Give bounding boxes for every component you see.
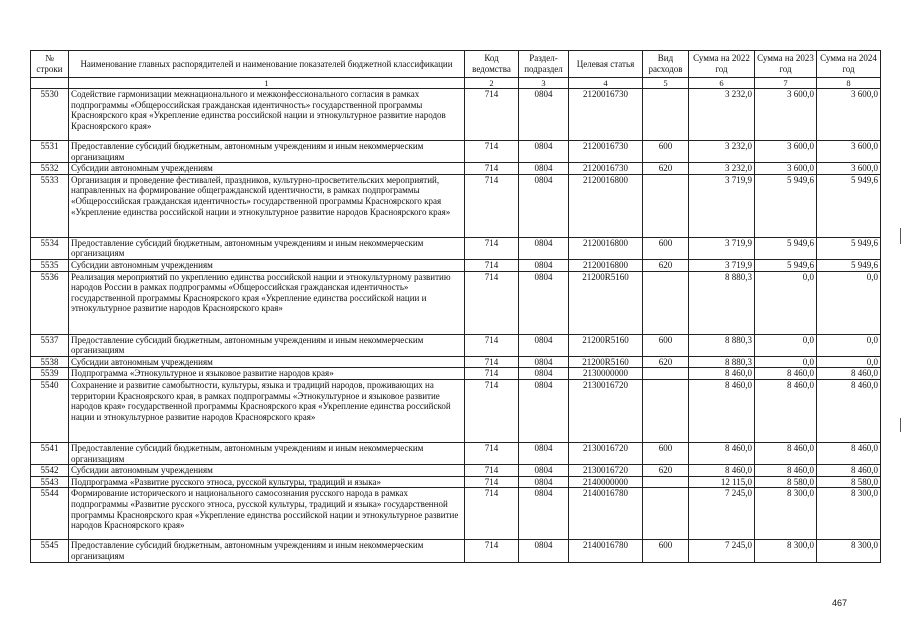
column-number: 1: [69, 78, 465, 89]
sum-2022: 8 460,0: [689, 442, 755, 464]
header-name: Наименование главных распорядителей и наименование показателей бюджетной классификации: [69, 51, 465, 78]
sum-2022: 8 460,0: [689, 379, 755, 442]
expense-type: 620: [643, 356, 689, 368]
table-row: [31, 259, 881, 271]
column-number: 8: [817, 78, 881, 89]
row-number: 5533: [31, 174, 69, 237]
table-row: [31, 476, 881, 488]
expense-type: 600: [643, 334, 689, 356]
row-name: Предоставление субсидий бюджетным, автономным учреждениям и иным некоммерческим организациям: [69, 237, 465, 259]
scan-margin-mark: [900, 418, 901, 432]
sum-2024: 5 949,6: [817, 174, 881, 237]
row-name: Организация и проведение фестивалей, праздников, культурно-просветительских мероприятий, направленных на формирование общегражданской идентичности, в рамках подпрограммы «Общероссийская гражданская идентичность» государственной программы Красноярского края «Укрепление единства российской нации и этнокультурное развитие народов Красноярского края»: [69, 174, 465, 237]
table-row: [31, 89, 881, 141]
column-number: 6: [689, 78, 755, 89]
sum-2022: 3 719,9: [689, 259, 755, 271]
sum-2022: 12 115,0: [689, 476, 755, 488]
table-row: [31, 163, 881, 175]
target-article: 2140016780: [569, 488, 643, 540]
sum-2024: 5 949,6: [817, 237, 881, 259]
row-name: Подпрограмма «Этнокультурное и языковое развитие народов края»: [69, 368, 465, 380]
target-article: 2120016730: [569, 163, 643, 175]
table-row: [31, 379, 881, 442]
sum-2022: 8 460,0: [689, 465, 755, 477]
section-code: 0804: [519, 141, 569, 163]
header-row: [31, 51, 881, 78]
section-code: 0804: [519, 368, 569, 380]
row-number: 5537: [31, 334, 69, 356]
row-number: 5540: [31, 379, 69, 442]
sum-2023: 0,0: [755, 334, 817, 356]
dept-code: 714: [465, 379, 519, 442]
expense-type: 620: [643, 259, 689, 271]
sum-2022: 3 232,0: [689, 89, 755, 141]
row-name: Подпрограмма «Развитие русского этноса, русской культуры, традиций и языка»: [69, 476, 465, 488]
target-article: 2130016720: [569, 379, 643, 442]
expense-type: [643, 379, 689, 442]
header-section: Раздел-подраздел: [519, 51, 569, 78]
expense-type: [643, 476, 689, 488]
section-code: 0804: [519, 237, 569, 259]
target-article: 2130016720: [569, 442, 643, 464]
section-code: 0804: [519, 488, 569, 540]
row-name: Субсидии автономным учреждениям: [69, 356, 465, 368]
dept-code: 714: [465, 442, 519, 464]
target-article: 21200R5160: [569, 356, 643, 368]
sum-2023: 8 460,0: [755, 368, 817, 380]
sum-2024: 8 460,0: [817, 379, 881, 442]
sum-2024: 0,0: [817, 356, 881, 368]
expense-type: 600: [643, 442, 689, 464]
row-name: Предоставление субсидий бюджетным, автономным учреждениям и иным некоммерческим организациям: [69, 540, 465, 562]
sum-2022: 8 460,0: [689, 368, 755, 380]
row-name: Предоставление субсидий бюджетным, автономным учреждениям и иным некоммерческим организациям: [69, 141, 465, 163]
expense-type: 600: [643, 237, 689, 259]
expense-type: 600: [643, 540, 689, 562]
sum-2023: 5 949,6: [755, 237, 817, 259]
section-code: 0804: [519, 271, 569, 334]
column-number: 2: [465, 78, 519, 89]
row-number: 5531: [31, 141, 69, 163]
sum-2023: 0,0: [755, 271, 817, 334]
sum-2022: 7 245,0: [689, 540, 755, 562]
table-row: [31, 465, 881, 477]
row-number: 5543: [31, 476, 69, 488]
sum-2023: 8 460,0: [755, 379, 817, 442]
dept-code: 714: [465, 356, 519, 368]
expense-type: [643, 174, 689, 237]
sum-2022: 3 232,0: [689, 163, 755, 175]
sum-2022: 8 880,3: [689, 356, 755, 368]
table-row: [31, 237, 881, 259]
section-code: 0804: [519, 259, 569, 271]
row-number: 5544: [31, 488, 69, 540]
sum-2023: 3 600,0: [755, 141, 817, 163]
sum-2024: 8 460,0: [817, 368, 881, 380]
target-article: 2120016800: [569, 237, 643, 259]
row-number: 5538: [31, 356, 69, 368]
row-number: 5535: [31, 259, 69, 271]
table-row: [31, 540, 881, 562]
sum-2023: 3 600,0: [755, 163, 817, 175]
sum-2023: 8 460,0: [755, 465, 817, 477]
dept-code: 714: [465, 89, 519, 141]
target-article: 2120016800: [569, 174, 643, 237]
sum-2024: 8 460,0: [817, 442, 881, 464]
target-article: 2130016720: [569, 465, 643, 477]
row-number: 5534: [31, 237, 69, 259]
dept-code: 714: [465, 141, 519, 163]
dept-code: 714: [465, 259, 519, 271]
target-article: 2120016730: [569, 89, 643, 141]
column-number: 7: [755, 78, 817, 89]
sum-2023: 8 300,0: [755, 540, 817, 562]
row-number: 5541: [31, 442, 69, 464]
table-row: [31, 356, 881, 368]
dept-code: 714: [465, 174, 519, 237]
table-row: [31, 368, 881, 380]
row-name: Субсидии автономным учреждениям: [69, 465, 465, 477]
row-name: Субсидии автономным учреждениям: [69, 163, 465, 175]
sum-2022: 3 719,9: [689, 174, 755, 237]
header-exp-type: Вид расходов: [643, 51, 689, 78]
expense-type: [643, 271, 689, 334]
sum-2024: 5 949,6: [817, 259, 881, 271]
sum-2024: 3 600,0: [817, 141, 881, 163]
row-name: Предоставление субсидий бюджетным, автономным учреждениям и иным некоммерческим организациям: [69, 442, 465, 464]
row-name: Формирование исторического и национального самосознания русского народа в рамках подпрограммы «Развитие русского этноса, русской культуры, традиций и языка» государственной программы Красноярского края «Укрепление единства российской нации и этнокультурное развитие народов Красноярского края»: [69, 488, 465, 540]
sum-2024: 3 600,0: [817, 89, 881, 141]
table-row: [31, 141, 881, 163]
sum-2024: 0,0: [817, 334, 881, 356]
row-name: Предоставление субсидий бюджетным, автономным учреждениям и иным некоммерческим организациям: [69, 334, 465, 356]
target-article: 2120016730: [569, 141, 643, 163]
expense-type: 620: [643, 163, 689, 175]
target-article: 2140000000: [569, 476, 643, 488]
row-name: Реализация мероприятий по укреплению единства российской нации и этнокультурному развитию народов России в рамках подпрограммы «Общероссийская гражданская идентичность» государственной программы Красноярского края «Укрепление единства российской нации и этнокультурное развитие народов Красноярского края»: [69, 271, 465, 334]
sum-2024: 8 580,0: [817, 476, 881, 488]
section-code: 0804: [519, 356, 569, 368]
target-article: 21200R5160: [569, 334, 643, 356]
section-code: 0804: [519, 540, 569, 562]
sum-2023: 8 460,0: [755, 442, 817, 464]
table-row: [31, 442, 881, 464]
sum-2023: 5 949,6: [755, 174, 817, 237]
expense-type: [643, 368, 689, 380]
dept-code: 714: [465, 488, 519, 540]
column-number: [31, 78, 69, 89]
expense-type: 620: [643, 465, 689, 477]
dept-code: 714: [465, 271, 519, 334]
header-target: Целевая статья: [569, 51, 643, 78]
expense-type: [643, 488, 689, 540]
row-name: Сохранение и развитие самобытности, культуры, языка и традиций народов, проживающих на территории Красноярского края, в рамках подпрограммы «Этнокультурное и языковое развитие народов края» государственной программы Красноярского края «Укрепление единства российской нации и этнокультурное развитие народов Красноярского края»: [69, 379, 465, 442]
header-sum-2023: Сумма на 2023 год: [755, 51, 817, 78]
target-article: 2130000000: [569, 368, 643, 380]
sum-2023: 8 580,0: [755, 476, 817, 488]
dept-code: 714: [465, 465, 519, 477]
budget-table: [30, 50, 881, 563]
table-row: [31, 271, 881, 334]
dept-code: 714: [465, 237, 519, 259]
section-code: 0804: [519, 476, 569, 488]
dept-code: 714: [465, 540, 519, 562]
sum-2024: 8 300,0: [817, 488, 881, 540]
column-number: 5: [643, 78, 689, 89]
table-row: [31, 174, 881, 237]
section-code: 0804: [519, 465, 569, 477]
sum-2024: 8 300,0: [817, 540, 881, 562]
row-name: Содействие гармонизации межнационального и межконфессионального согласия в рамках подпрограммы «Общероссийская гражданская идентичность» государственной программы Красноярского края «Укрепление единства российской нации и этнокультурное развитие народов Красноярского края»: [69, 89, 465, 141]
row-name: Субсидии автономным учреждениям: [69, 259, 465, 271]
section-code: 0804: [519, 442, 569, 464]
row-number: 5536: [31, 271, 69, 334]
dept-code: 714: [465, 368, 519, 380]
section-code: 0804: [519, 334, 569, 356]
expense-type: [643, 89, 689, 141]
sum-2023: 5 949,6: [755, 259, 817, 271]
dept-code: 714: [465, 334, 519, 356]
sum-2024: 3 600,0: [817, 163, 881, 175]
header-sum-2022: Сумма на 2022 год: [689, 51, 755, 78]
sum-2022: 8 880,3: [689, 334, 755, 356]
sum-2023: 0,0: [755, 356, 817, 368]
section-code: 0804: [519, 174, 569, 237]
section-code: 0804: [519, 379, 569, 442]
section-code: 0804: [519, 163, 569, 175]
column-number-row: [31, 78, 881, 89]
page-number: 467: [832, 598, 848, 608]
sum-2022: 8 880,3: [689, 271, 755, 334]
target-article: 2120016800: [569, 259, 643, 271]
sum-2022: 3 232,0: [689, 141, 755, 163]
sum-2024: 0,0: [817, 271, 881, 334]
row-number: 5532: [31, 163, 69, 175]
header-sum-2024: Сумма на 2024 год: [817, 51, 881, 78]
sum-2024: 8 460,0: [817, 465, 881, 477]
row-number: 5545: [31, 540, 69, 562]
target-article: 21200R5160: [569, 271, 643, 334]
column-number: 4: [569, 78, 643, 89]
header-row-no: № строки: [31, 51, 69, 78]
sum-2023: 8 300,0: [755, 488, 817, 540]
dept-code: 714: [465, 476, 519, 488]
row-number: 5542: [31, 465, 69, 477]
dept-code: 714: [465, 163, 519, 175]
section-code: 0804: [519, 89, 569, 141]
scan-margin-mark: [900, 228, 901, 244]
table-row: [31, 334, 881, 356]
sum-2022: 7 245,0: [689, 488, 755, 540]
header-dept-code: Код ведомства: [465, 51, 519, 78]
column-number: 3: [519, 78, 569, 89]
expense-type: 600: [643, 141, 689, 163]
row-number: 5539: [31, 368, 69, 380]
sum-2023: 3 600,0: [755, 89, 817, 141]
table-row: [31, 488, 881, 540]
target-article: 2140016780: [569, 540, 643, 562]
row-number: 5530: [31, 89, 69, 141]
sum-2022: 3 719,9: [689, 237, 755, 259]
